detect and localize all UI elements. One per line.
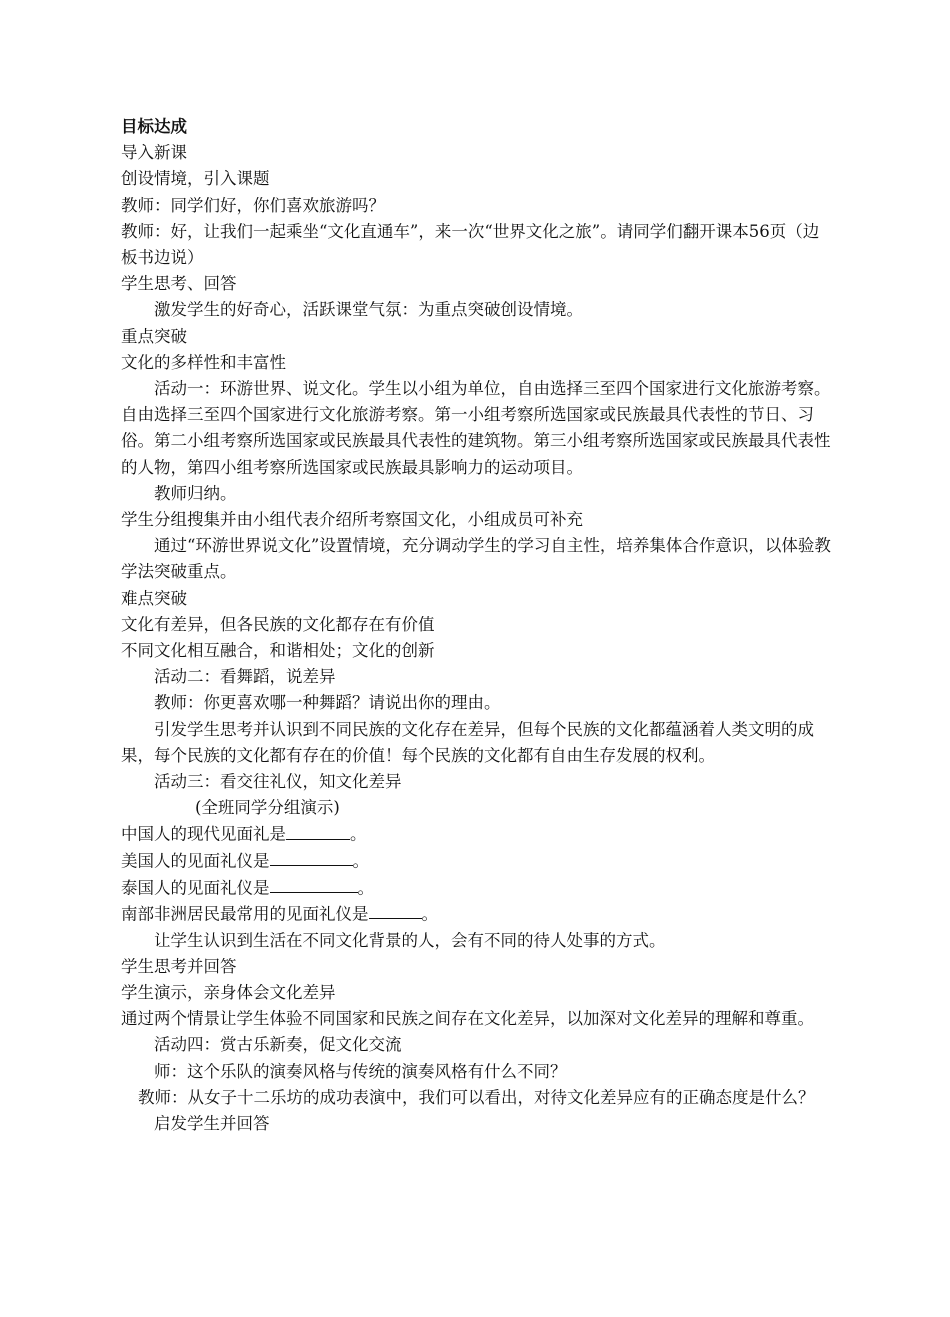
answer-blank[interactable] — [369, 901, 422, 919]
question-end: 。 — [352, 851, 369, 871]
paragraph: 启发学生并回答 — [154, 1113, 270, 1133]
paragraph: 活动三：看交往礼仪，知文化差异 — [154, 772, 402, 792]
question-end: 。 — [350, 824, 367, 844]
question-text: 中国人的现代见面礼是 — [121, 824, 286, 844]
paragraph: 教师归纳。 — [154, 483, 237, 503]
paragraph: 教师：从女子十二乐坊的成功表演中，我们可以看出，对待文化差异应有的正确态度是什么？ — [138, 1087, 815, 1107]
paragraph: 学生演示，亲身体会文化差异 — [121, 982, 336, 1002]
document-body — [121, 114, 833, 1137]
section-title: 目标达成 — [121, 117, 187, 136]
paragraph: (全班同学分组演示) — [195, 798, 340, 818]
question-text: 南部非洲居民最常用的见面礼仪是 — [121, 904, 369, 924]
paragraph: 重点突破 — [121, 326, 187, 346]
paragraph: 激发学生的好奇心，活跃课堂气氛：为重点突破创设情境。 — [154, 300, 583, 320]
question-text: 美国人的见面礼仪是 — [121, 851, 270, 871]
paragraph: 学生思考并回答 — [121, 956, 237, 976]
paragraph: 引发学生思考并认识到不同民族的文化存在差异，但每个民族的文化都蕴涵着人类文明的成果，每个民族的文化都有存在的价值！每个民族的文化都有自由生存发展的权利。 — [121, 719, 814, 765]
paragraph: 难点突破 — [121, 588, 187, 608]
paragraph: 教师：你更喜欢哪一种舞蹈？请说出你的理由。 — [154, 693, 501, 713]
paragraph: 活动一：环游世界、说文化。学生以小组为单位，自由选择三至四个国家进行文化旅游考察。自由选择三至四个国家进行文化旅游考察。第一小组考察所选国家或民族最具代表性的节日、习俗。第二小组考察所选国家或民族最具代表性的建筑物。第三小组考察所选国家或民族最具代表性的人物，第四小组考察所选国家或民族最具影响力的运动项目。 — [121, 379, 831, 477]
question-text: 泰国人的见面礼仪是 — [121, 877, 270, 897]
question-end: 。 — [357, 877, 374, 897]
paragraph: 活动二：看舞蹈，说差异 — [154, 667, 336, 687]
paragraph: 活动四：赏古乐新奏，促文化交流 — [154, 1035, 402, 1055]
answer-blank[interactable] — [286, 821, 350, 839]
paragraph: 学生思考、回答 — [121, 274, 237, 294]
paragraph: 不同文化相互融合，和谐相处；文化的创新 — [121, 641, 435, 661]
paragraph: 学生分组搜集并由小组代表介绍所考察国文化，小组成员可补充 — [121, 510, 583, 530]
fill-in-question — [121, 848, 833, 875]
fill-in-question — [121, 875, 833, 902]
paragraph: 让学生认识到生活在不同文化背景的人，会有不同的待人处事的方式。 — [154, 930, 666, 950]
paragraph: 通过两个情景让学生体验不同国家和民族之间存在文化差异，以加深对文化差异的理解和尊重。 — [121, 1009, 814, 1029]
paragraph: 通过“环游世界说文化”设置情境，充分调动学生的学习自主性，培养集体合作意识，以体验教学法突破重点。 — [121, 536, 831, 582]
answer-blank[interactable] — [270, 875, 358, 893]
paragraph: 师：这个乐队的演奏风格与传统的演奏风格有什么不同？ — [154, 1061, 567, 1081]
paragraph: 教师：好，让我们一起乘坐“文化直通车”，来一次“世界文化之旅”。请同学们翻开课本56页（边板书边说） — [121, 221, 820, 268]
paragraph: 教师：同学们好，你们喜欢旅游吗？ — [121, 195, 385, 215]
answer-blank[interactable] — [270, 848, 353, 866]
paragraph: 文化有差异，但各民族的文化都存在有价值 — [121, 614, 435, 634]
paragraph: 创设情境，引入课题 — [121, 169, 270, 189]
question-end: 。 — [421, 904, 438, 924]
paragraph: 导入新课 — [121, 143, 187, 163]
fill-in-question — [121, 821, 833, 848]
fill-in-question — [121, 901, 833, 928]
paragraph: 文化的多样性和丰富性 — [121, 352, 286, 372]
